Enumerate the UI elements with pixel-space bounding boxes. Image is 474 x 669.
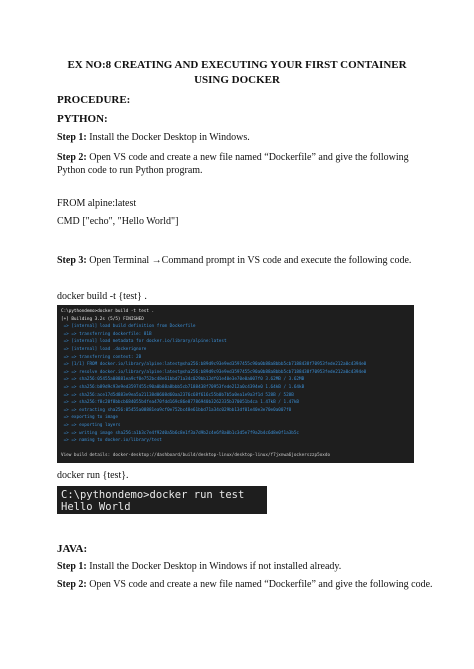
- terminal-line: => => transferring dockerfile: 81B: [61, 331, 152, 337]
- step-label: Step 3:: [57, 255, 87, 266]
- terminal-line: => exporting to image: [61, 415, 118, 421]
- terminal-line: => => sha256:05455a08881ea9cf0e752bc48e61bbd71a34c029bb13df01e40e3e70e0a007f0 3.62MB / 3.62MB: [61, 377, 305, 383]
- python-heading: PYTHON:: [57, 113, 108, 125]
- step-label: Step 2:: [57, 152, 87, 163]
- terminal-line: => => resolve docker.io/library/alpine:latest@sha256:b89d9c93e9ed3597455c90a0b88a8bbb5cb7188438f70953fede212a0c4394e0: [61, 369, 367, 375]
- terminal-line: => [internal] load metadata for docker.io/library/alpine:latest: [61, 339, 227, 345]
- step-label: Step 2:: [57, 579, 87, 590]
- terminal-run-screenshot: [57, 486, 267, 514]
- title-line-1: EX NO:8 CREATING AND EXECUTING YOUR FIRST CONTAINER: [67, 59, 407, 71]
- terminal-line: C:\pythondemo>docker build -t test .: [61, 309, 155, 314]
- page-title: [40, 58, 434, 88]
- java-step-2: [57, 578, 437, 591]
- terminal-line: => => naming to docker.io/library/test: [61, 438, 162, 444]
- terminal-line: => => exporting layers: [61, 423, 121, 428]
- terminal-line: => [internal] load build definition from Dockerfile: [61, 324, 196, 330]
- procedure-heading: PROCEDURE:: [57, 94, 131, 106]
- step-label: Step 1:: [57, 132, 87, 143]
- terminal-line: View build details: docker-desktop://dashboard/build/desktop-linux/desktop-linux/f7jxnwa6jockerszzp5oxdo: [61, 453, 331, 459]
- terminal-line: [+] Building 3.2s (5/5) FINISHED: [61, 316, 144, 322]
- terminal-build-screenshot: [57, 305, 414, 463]
- terminal-line: => => sha256:b89d9c93e9ed3597455c90a0b88a8bbb5cb7188438f70953fede212a0c4394e0 1.64kB / 1.64kB: [61, 385, 305, 390]
- step-text: Open Terminal →Command prompt in VS code and execute the following code.: [86, 255, 412, 266]
- step-text: Install the Docker Desktop in Windows if not installed already.: [86, 561, 342, 572]
- terminal-output-line: Hello World: [61, 501, 131, 513]
- python-step-1: [57, 131, 437, 144]
- step-text: Open VS code and create a new file named “Dockerfile” and give the following Python code to run Python program.: [57, 152, 409, 176]
- terminal-line: => => writing image sha256:a1b3c7e4f92d0a5b6c8e1f3a7d9b2c4e6f8a0b1c3d5e7f9a2b4c6d8e0f1a3b5c: [61, 430, 299, 436]
- terminal-line: => => transferring context: 2B: [61, 354, 142, 360]
- run-command: docker run {test}.: [57, 470, 129, 481]
- step-text: Install the Docker Desktop in Windows.: [86, 132, 250, 143]
- terminal-prompt-line: C:\pythondemo>docker run test: [61, 489, 245, 501]
- terminal-line: => => extracting sha256:05455a08881ea9cf0e752bc48e61bbd71a34c029bb13df01e40e3e70e0a007f0: [61, 407, 292, 413]
- step-text: Open VS code and create a new file named “Dockerfile” and give the following code.: [86, 579, 433, 590]
- java-heading: JAVA:: [57, 543, 88, 555]
- terminal-line: => => sha256:ace17d5d883e9ea5a21138d0608d60aa2376c68f616c55b0b7b5a0ea1e9a3f1d 528B / 528B: [61, 392, 294, 398]
- dockerfile-line-1: FROM alpine:latest: [57, 198, 137, 209]
- terminal-line: => => sha256:f8c20f8bbcb684055b4fea470fdd169c86e87786940b3262335b370051b4ca 1.47kB / 1.47kB: [61, 400, 299, 406]
- python-step-2: [57, 151, 437, 177]
- dockerfile-line-2: CMD ["echo", "Hello World"]: [57, 216, 179, 227]
- terminal-line: => [internal] load .dockerignore: [61, 347, 147, 352]
- terminal-line: => [1/1] FROM docker.io/library/alpine:latest@sha256:b89d9c93e9ed3597455c90a0b88a8bbb5cb7188438f70953fede212a0c4394e0: [61, 362, 367, 368]
- java-step-1: [57, 560, 437, 573]
- build-command: docker build -t {test} .: [57, 291, 147, 302]
- python-step-3: [57, 254, 437, 267]
- title-line-2: USING DOCKER: [194, 74, 280, 86]
- step-label: Step 1:: [57, 561, 87, 572]
